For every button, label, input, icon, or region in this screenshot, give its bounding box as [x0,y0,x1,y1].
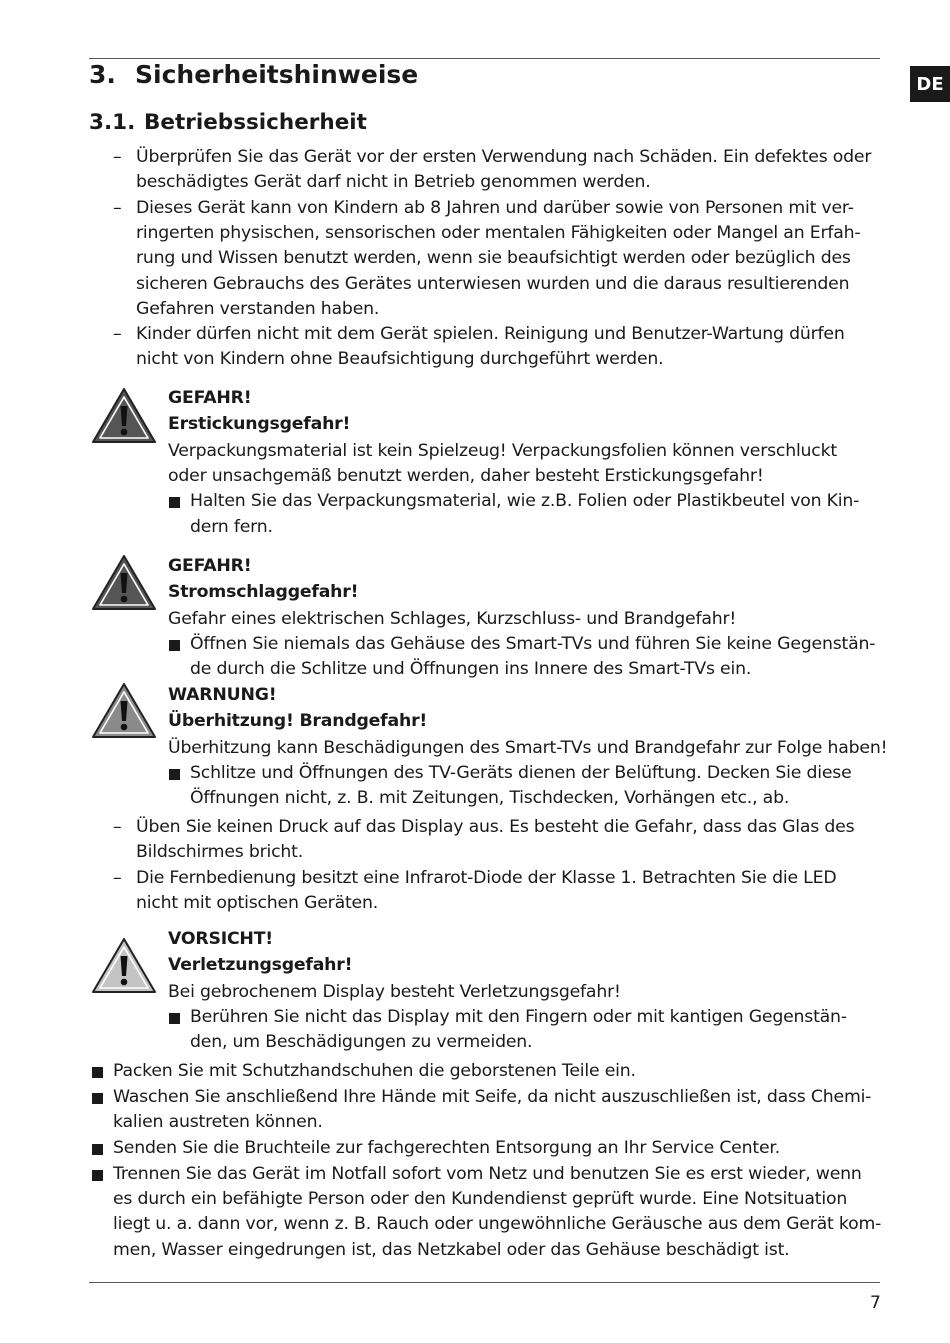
bullet-line: Trennen Sie das Gerät im Notfall sofort vom Netz und benutzen Sie es erst wieder, wenn [113,1163,862,1184]
list-item-line: Überprüfen Sie das Gerät vor der ersten Verwendung nach Schäden. Ein defektes oder [136,147,872,167]
danger-triangle-icon [91,387,157,445]
dash-marker: – [113,197,122,218]
warning-title: Stromschlaggefahr! [168,582,359,603]
top-rule [89,58,880,59]
bullet-line: men, Wasser eingedrungen ist, das Netzkabel oder das Gehäuse beschädigt ist. [113,1239,790,1260]
warning-level: GEFAHR! [168,388,252,408]
warning-triangle-icon [91,682,157,740]
list-item-line: beschädigtes Gerät darf nicht in Betrieb genommen werden. [136,172,651,193]
warning-title: Verletzungsgefahr! [168,955,353,976]
warning-bullet-line: Öffnen Sie niemals das Gehäuse des Smart-TVs und führen Sie keine Gegenstän- [190,633,876,654]
square-bullet-icon [169,769,180,780]
dash-marker: – [113,817,122,837]
warning-text: Überhitzung kann Beschädigungen des Smart-TVs und Brandgefahr zur Folge haben! [168,737,888,758]
bullet-line: Waschen Sie anschließend Ihre Hände mit Seife, da nicht auszuschließen ist, dass Chemi- [113,1086,872,1107]
warning-text: Gefahr eines elektrischen Schlages, Kurzschluss- und Brandgefahr! [168,608,737,629]
list-item-line: Dieses Gerät kann von Kindern ab 8 Jahren und darüber sowie von Personen mit ver- [136,197,854,218]
section-number: 3. [89,60,116,89]
bullet-line: Packen Sie mit Schutzhandschuhen die geborstenen Teile ein. [113,1061,636,1081]
square-bullet-icon [169,497,180,508]
dash-marker: – [113,147,122,167]
list-item-line: sicheren Gebrauchs des Gerätes unterwiesen wurden und die daraus resultierenden [136,273,850,294]
square-bullet-icon [92,1093,103,1104]
warning-level: WARNUNG! [168,685,277,705]
list-item-line: Kinder dürfen nicht mit dem Gerät spielen. Reinigung und Benutzer-Wartung dürfen [136,324,845,345]
danger-triangle-icon [91,554,157,612]
warning-bullet-line: Öffnungen nicht, z. B. mit Zeitungen, Tischdecken, Vorhängen etc., ab. [190,788,790,809]
dash-marker: – [113,324,122,345]
bottom-rule [89,1282,880,1283]
warning-bullet-line: dern fern. [190,516,273,537]
list-item-line: ringerten physischen, sensorischen oder mentalen Fähigkeiten oder Mangel an Erfah- [136,222,861,243]
list-item-line: rung und Wissen benutzt werden, wenn sie beaufsichtigt werden oder bezüglich des [136,248,851,269]
caution-triangle-icon [91,937,157,995]
warning-bullet-line: de durch die Schlitze und Öffnungen ins Innere des Smart-TVs ein. [190,659,752,680]
section-heading [89,60,418,89]
list-item-line: Bildschirmes bricht. [136,842,304,863]
square-bullet-icon [92,1067,103,1078]
list-item-line: nicht mit optischen Geräten. [136,892,379,913]
list-item-line: nicht von Kindern ohne Beaufsichtigung durchgeführt werden. [136,349,664,370]
warning-text: oder unsachgemäß benutzt werden, daher besteht Erstickungsgefahr! [168,465,764,486]
warning-title: Überhitzung! Brandgefahr! [168,711,428,732]
square-bullet-icon [92,1144,103,1155]
warning-bullet-line: Berühren Sie nicht das Display mit den Fingern oder mit kantigen Gegenstän- [190,1006,847,1027]
bullet-line: es durch ein befähigte Person oder den Kundendienst geprüft wurde. Eine Notsituation [113,1189,848,1209]
warning-bullet-line: Halten Sie das Verpackungsmaterial, wie z.B. Folien oder Plastikbeutel von Kin- [190,491,860,512]
language-badge: DE [910,66,950,102]
list-item-line: Die Fernbedienung besitzt eine Infrarot-Diode der Klasse 1. Betrachten Sie die LED [136,867,837,888]
bullet-line: Senden Sie die Bruchteile zur fachgerechten Entsorgung an Ihr Service Center. [113,1137,780,1158]
bullet-line: liegt u. a. dann vor, wenn z. B. Rauch oder ungewöhnliche Geräusche aus dem Gerät kom- [113,1214,882,1235]
square-bullet-icon [169,640,180,651]
warning-level: VORSICHT! [168,929,273,949]
square-bullet-icon [169,1013,180,1024]
warning-text: Bei gebrochenem Display besteht Verletzungsgefahr! [168,981,621,1002]
list-item-line: Üben Sie keinen Druck auf das Display aus. Es besteht die Gefahr, dass das Glas des [136,817,855,837]
warning-text: Verpackungsmaterial ist kein Spielzeug! Verpackungsfolien können verschluckt [168,440,837,461]
list-item-line: Gefahren verstanden haben. [136,298,380,319]
subsection-title: Betriebssicherheit [144,110,367,135]
square-bullet-icon [92,1170,103,1181]
section-title: Sicherheitshinweise [135,60,419,89]
bullet-line: kalien austreten können. [113,1112,323,1133]
dash-marker: – [113,867,122,888]
warning-bullet-line: den, um Beschädigungen zu vermeiden. [190,1032,533,1053]
warning-title: Erstickungsgefahr! [168,414,351,435]
warning-bullet-line: Schlitze und Öffnungen des TV-Geräts dienen der Belüftung. Decken Sie diese [190,762,852,783]
warning-level: GEFAHR! [168,556,252,576]
subsection-number: 3.1. [89,110,136,135]
subsection-heading [89,110,367,135]
page-number: 7 [870,1293,881,1313]
